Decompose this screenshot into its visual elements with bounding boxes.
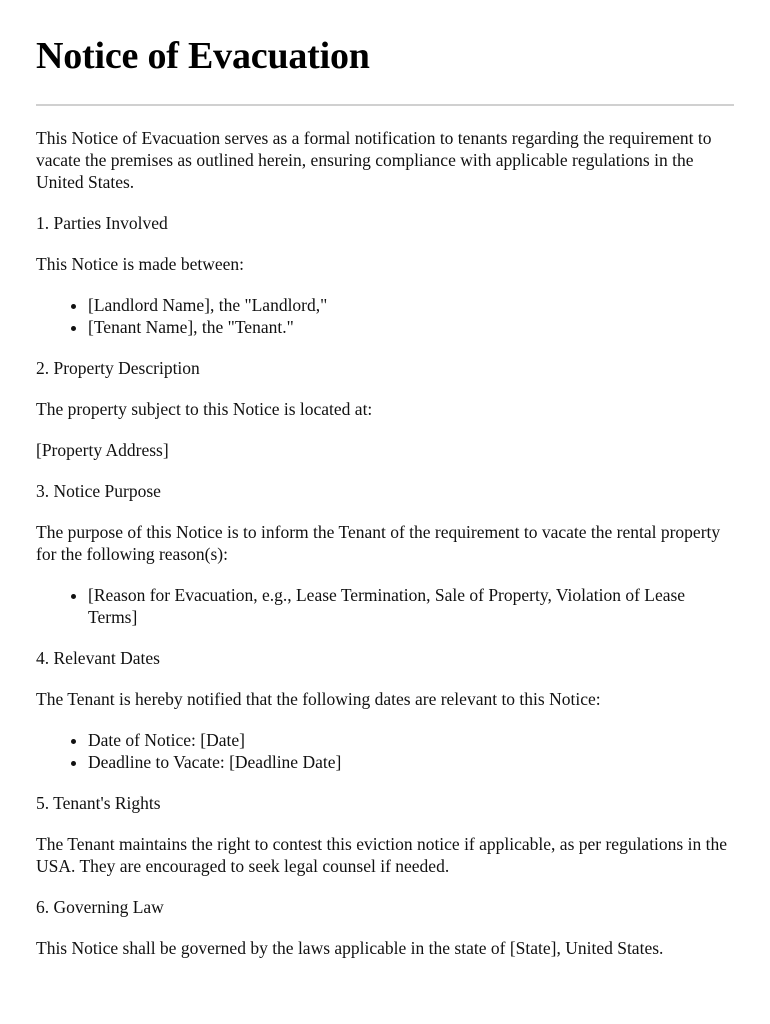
section-text-parties: This Notice is made between: xyxy=(36,254,244,274)
title-divider xyxy=(36,104,734,106)
section-text-law: This Notice shall be governed by the laws applicable in the state of [State], United States. xyxy=(36,938,664,958)
section-text-property: The property subject to this Notice is located at: xyxy=(36,399,373,419)
list-item: • Deadline to Vacate: [Deadline Date] xyxy=(88,751,734,773)
section-text-dates: The Tenant is hereby notified that the following dates are relevant to this Notice: xyxy=(36,689,601,709)
intro-paragraph: This Notice of Evacuation serves as a formal notification to tenants regarding the requirement to vacate the premises as outlined herein, ensuring compliance with applicable regulations in the United States. xyxy=(36,128,712,192)
property-address: [Property Address] xyxy=(36,440,169,460)
parties-list xyxy=(36,294,734,338)
section-heading-dates: 4. Relevant Dates xyxy=(36,648,160,668)
section-heading-law: 6. Governing Law xyxy=(36,897,164,917)
section-heading-rights: 5. Tenant's Rights xyxy=(36,793,161,813)
reasons-list xyxy=(36,584,734,628)
section-heading-property: 2. Property Description xyxy=(36,358,200,378)
section-heading-parties: 1. Parties Involved xyxy=(36,213,168,233)
document-title: Notice of Evacuation xyxy=(36,35,370,77)
list-item: • [Tenant Name], the "Tenant." xyxy=(88,316,734,338)
section-heading-purpose: 3. Notice Purpose xyxy=(36,481,161,501)
list-item: • [Landlord Name], the "Landlord," xyxy=(88,294,734,316)
list-item: • Date of Notice: [Date] xyxy=(88,729,734,751)
section-text-rights: The Tenant maintains the right to contest this eviction notice if applicable, as per regulations in the USA. They are encouraged to seek legal counsel if needed. xyxy=(36,834,727,876)
dates-list xyxy=(36,729,734,773)
section-text-purpose: The purpose of this Notice is to inform the Tenant of the requirement to vacate the rental property for the following reason(s): xyxy=(36,522,721,564)
list-item: • [Reason for Evacuation, e.g., Lease Termination, Sale of Property, Violation of Lease Terms] xyxy=(88,584,734,628)
